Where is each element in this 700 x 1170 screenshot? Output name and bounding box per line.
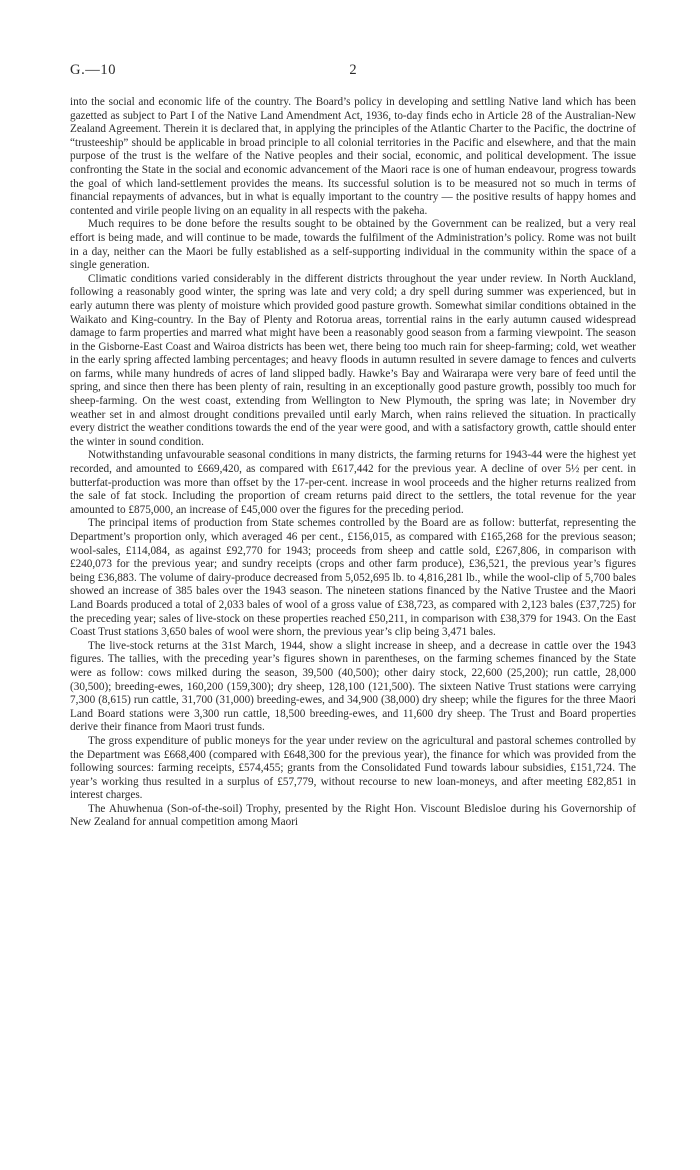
paragraph: Much requires to be done before the results sought to be obtained by the Government can be realized, but a very real effort is being made, and will continue to be made, towards the fulfilment of the Administration’s policy. Rome was not built in a day, neither can the Maori be fully established as a self-supporting individual in the community within the space of a single generation. xyxy=(70,218,636,272)
paragraph: The principal items of production from State schemes controlled by the Board are as follow: butterfat, representing the Department’s proportion only, which averaged 46 per cent., £156,015, as compared with £165,268 for the previous season; wool-sales, £114,084, as against £92,770 for 1943; proceeds from sheep and cattle sold, £267,806, in comparison with £240,073 for the previous year; and sundry receipts (crops and other farm produce), £36,521, the previous year’s figures being £36,883. The volume of dairy-produce decreased from 5,052,695 lb. to 4,816,281 lb., while the wool-clip of 5,700 bales showed an increase of 385 bales over the 1943 season. The nineteen stations financed by the Native Trustee and the Maori Land Boards produced a total of 2,033 bales of wool of a gross value of £38,723, as compared with 2,123 bales (£37,725) for the preceding year; sales of live-stock on these properties reached £50,211, in comparison with £38,379 for 1943. On the East Coast Trust stations 3,650 bales of wool were shorn, the previous year’s clip being 3,471 bales. xyxy=(70,517,636,639)
paragraph: The gross expenditure of public moneys for the year under review on the agricultural and pastoral schemes controlled by the Department was £668,400 (compared with £648,300 for the previous year), the finance for which was provided from the following sources: farming receipts, £574,455; grants from the Consolidated Fund towards labour subsidies, £151,724. The year’s working thus resulted in a surplus of £57,779, without recourse to new loan-moneys, and after meeting £82,851 in interest charges. xyxy=(70,734,636,802)
document-reference: G.—10 xyxy=(70,62,117,78)
paragraph: The Ahuwhenua (Son-of-the-soil) Trophy, presented by the Right Hon. Viscount Bledisloe during his Governorship of New Zealand for annual competition among Maori xyxy=(70,802,636,829)
document-body xyxy=(70,96,636,830)
paragraph: Climatic conditions varied considerably in the different districts throughout the year under review. In North Auckland, following a reasonably good winter, the spring was late and very cold; a dry spell during summer was experienced, but in early autumn there was plenty of moisture which provided good pasture growth. Somewhat similar conditions obtained in the Waikato and King-country. In the Bay of Plenty and Rotorua areas, torrential rains in the early autumn caused widespread damage to farm properties and marred what might have been a reasonably good season from a farming viewpoint. The season in the Gisborne-East Coast and Wairoa districts has been wet, there being too much rain for sheep-farming; cold, wet weather in the early spring affected lambing percentages; and heavy floods in autumn resulted in severe damage to fences and culverts on farms, while many hundreds of acres of land slipped badly. Hawke’s Bay and Wairarapa were very bare of feed until the spring, and since then there has been plenty of rain, resulting in an exceptionally good pasture growth, possibly too much for sheep-farming. On the west coast, extending from Wellington to New Plymouth, the spring was late; in November dry weather set in and almost drought conditions prevailed until early March, when rains relieved the situation. In practically every district the weather conditions towards the end of the year were good, and with a satisfactory growth, cattle should enter the winter in sound condition. xyxy=(70,272,636,448)
paragraph: Notwithstanding unfavourable seasonal conditions in many districts, the farming returns for 1943-44 were the highest yet recorded, and amounted to £669,420, as compared with £617,442 for the previous year. A decline of over 5½ per cent. in butterfat-production was more than offset by the 17-per-cent. increase in wool proceeds and the higher returns realized from the sale of fat stock. Including the proportion of cream returns paid direct to the settlers, the total revenue for the year amounted to £875,000, an increase of £45,000 over the figures for the preceding period. xyxy=(70,449,636,516)
page-header xyxy=(70,62,636,82)
paragraph: into the social and economic life of the country. The Board’s policy in developing and settling Native land which has been gazetted as subject to Part I of the Native Land Amendment Act, 1936, to-day finds echo in Article 28 of the Australian-New Zealand Agreement. Therein it is declared that, in applying the principles of the Atlantic Charter to the Pacific, the doctrine of “trusteeship” should be applicable in broad principle to all colonial territories in the Pacific and elsewhere, and that the main purpose of the trust is the welfare of the Native peoples and their social, economic, and political development. The issue confronting the State in the social and economic advancement of the Maori race is one of human endeavour, progress towards the goal of which land-settlement provides the means. Its successful solution is to be measured not so much in terms of financial repayments of advances, but in what is equally important to the country — the positive results of happy homes and contented and virile people living on an equality in all respects with the pakeha. xyxy=(70,96,636,217)
page-number: 2 xyxy=(349,62,357,78)
paragraph: The live-stock returns at the 31st March, 1944, show a slight increase in sheep, and a decrease in cattle over the 1943 figures. The tallies, with the preceding year’s figures shown in parentheses, on the farming schemes financed by the State were as follow: cows milked during the season, 39,500 (40,500); other dairy stock, 22,600 (25,200); run cattle, 28,000 (30,500); breeding-ewes, 160,200 (159,300); dry sheep, 128,100 (121,500). The sixteen Native Trust stations were carrying 7,300 (8,615) run cattle, 31,700 (31,000) breeding-ewes, and 34,900 (38,000) dry sheep; while the figures for the three Maori Land Board stations were 3,300 run cattle, 18,500 breeding-ewes, and 11,600 dry sheep. The Trust and Board properties derive their finance from Maori trust funds. xyxy=(70,639,636,734)
